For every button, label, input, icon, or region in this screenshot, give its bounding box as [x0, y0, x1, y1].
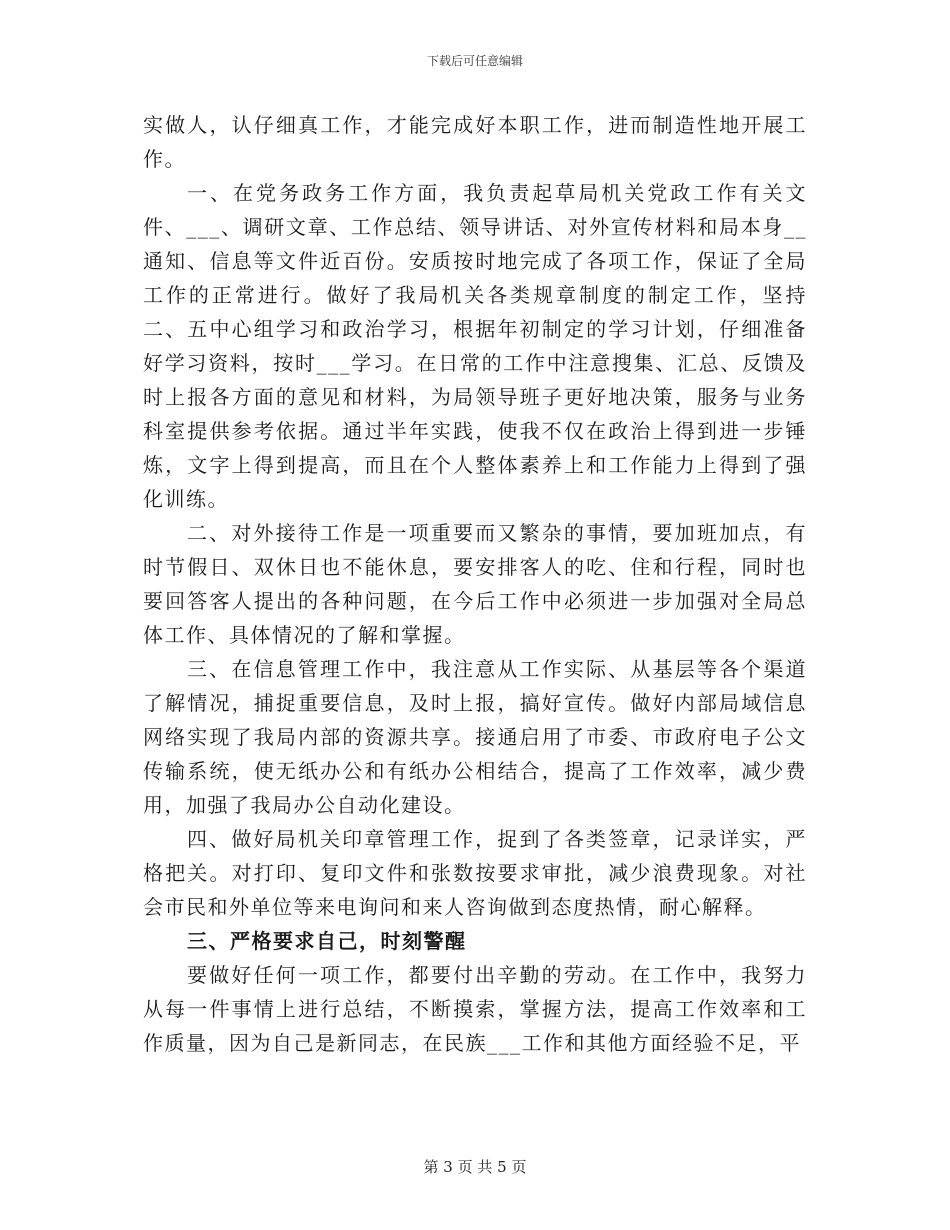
- section-heading: 三、严格要求自己，时刻警醒: [187, 929, 467, 953]
- page-number: 第 3 页 共 5 页: [423, 1158, 527, 1176]
- paragraph-self-discipline: 要做好任何一项工作，都要付出辛勤的劳动。在工作中，我努力从每一件事情上进行总结，不断摸索，掌握方法，提高工作效率和工作质量，因为自己是新同志，在民族___工作和其他方面经验不足，平: [143, 963, 807, 1055]
- paragraph-reception-work: 二、对外接待工作是一项重要而又繁杂的事情，要加班加点，有时节假日、双休日也不能休息，要安排客人的吃、住和行程，同时也要回答客人提出的各种问题，在今后工作中必须进一步加强对全局总体工作、具体情况的了解和掌握。: [143, 521, 807, 647]
- paragraph-party-affairs: 一、在党务政务工作方面，我负责起草局机关党政工作有关文件、___、调研文章、工作总结、领导讲话、对外宣传材料和局本身__通知、信息等文件近百份。安质按时地完成了各项工作，保证了全局工作的正常进行。做好了我局机关各类规章制度的制定工作，坚持二、五中心组学习和政治学习，根据年初制定的学习计划，仔细准备好学习资料，按时___学习。在日常的工作中注意搜集、汇总、反馈及时上报各方面的意见和材料，为局领导班子更好地决策，服务与业务科室提供参考依据。通过半年实践，使我不仅在政治上得到进一步锤炼，文字上得到提高，而且在个人整体素养上和工作能力上得到了强化训练。: [143, 181, 807, 511]
- paragraph-continuation: 实做人，认仔细真工作，才能完成好本职工作，进而制造性地开展工作。: [143, 113, 807, 171]
- paragraph-seal-management: 四、做好局机关印章管理工作，捉到了各类签章，记录详实，严格把关。对打印、复印文件和张数按要求审批，减少浪费现象。对社会市民和外单位等来电询问和来人咨询做到态度热情，耐心解释。: [143, 827, 807, 919]
- page-header-note: 下载后可任意编辑: [426, 54, 523, 68]
- document-body: [143, 108, 807, 1060]
- paragraph-information-management: 三、在信息管理工作中，我注意从工作实际、从基层等各个渠道了解情况，捕捉重要信息，及时上报，搞好宣传。做好内部局域信息网络实现了我局内部的资源共享。接通启用了市委、市政府电子公文传输系统，使无纸办公和有纸办公相结合，提高了工作效率，减少费用，加强了我局办公自动化建设。: [143, 657, 807, 817]
